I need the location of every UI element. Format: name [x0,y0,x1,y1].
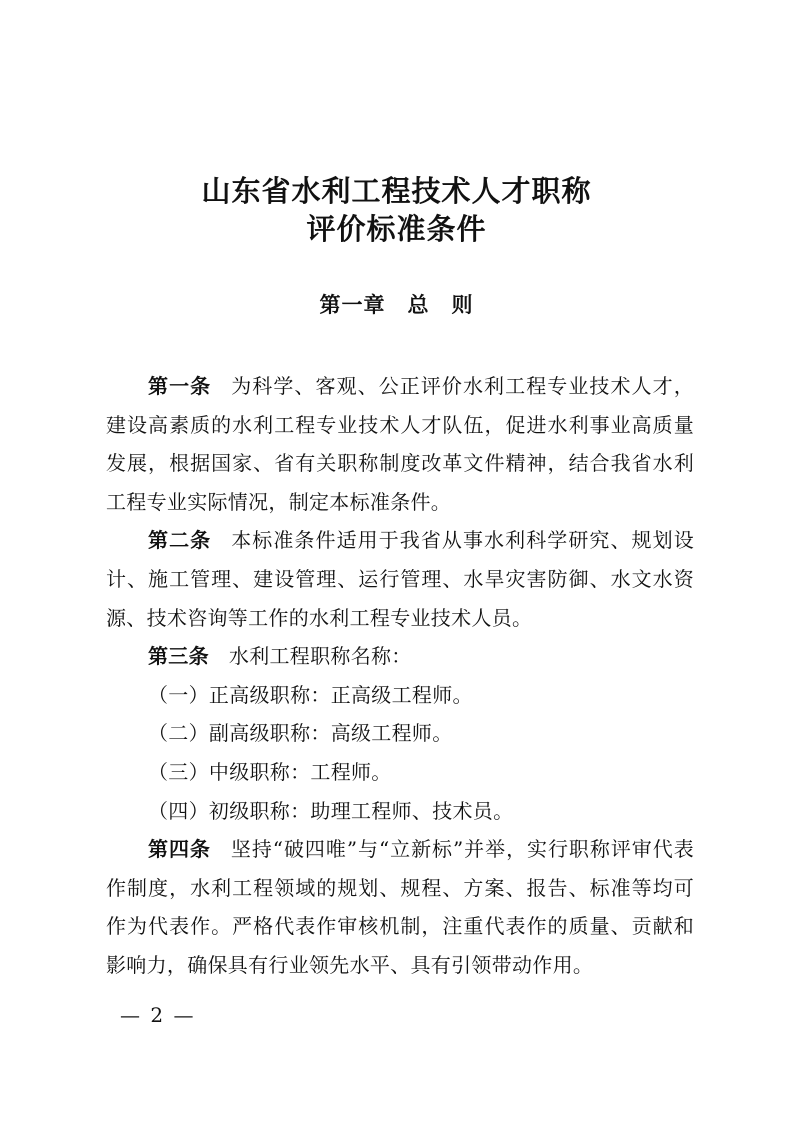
chapter-heading [0,290,793,320]
article-text: 水利工程职称名称： [228,644,412,669]
article-1 [106,367,694,521]
document-title-line1: 山东省水利工程技术人才职称 [201,174,592,208]
chapter-number: 第一章 [319,293,386,317]
article-3 [106,637,694,676]
document-body [106,367,694,985]
page-number: — 2 — [120,1003,196,1027]
article-2 [106,521,694,637]
article-text: 为科学、客观、公正评价水利工程专业技术人才，建设高素质的水利工程专业技术人才队伍，促进水利事业高质量发展，根据国家、省有关职称制度改革文件精神，结合我省水利工程专业实际情况，制定本标准条件。 [106,374,694,514]
article-label: 第二条 [148,528,212,553]
title-level-item: （一）正高级职称：正高级工程师。 [148,682,473,707]
article-text: 本标准条件适用于我省从事水利科学研究、规划设计、施工管理、建设管理、运行管理、水旱灾害防御、水文水资源、技术咨询等工作的水利工程专业技术人员。 [106,528,694,630]
article-label: 第四条 [148,837,211,862]
article-4 [106,830,694,984]
chapter-title-char1: 总 [407,293,430,317]
title-level-item: （四）初级职称：助理工程师、技术员。 [148,798,514,823]
article-label: 第一条 [148,374,212,398]
title-level-item: （三）中级职称：工程师。 [148,759,392,784]
chapter-title-char2: 则 [451,293,474,317]
document-title-line2: 评价标准条件 [306,212,487,246]
article-label: 第三条 [148,644,209,669]
article-text: 坚持“破四唯”与“立新标”并举，实行职称评审代表作制度，水利工程领域的规划、规程、方案、报告、标准等均可作为代表作。严格代表作审核机制，注重代表作的质量、贡献和影响力，确保具有行业领先水平、具有引领带动作用。 [106,837,694,977]
title-level-item: （二）副高级职称：高级工程师。 [148,721,453,746]
